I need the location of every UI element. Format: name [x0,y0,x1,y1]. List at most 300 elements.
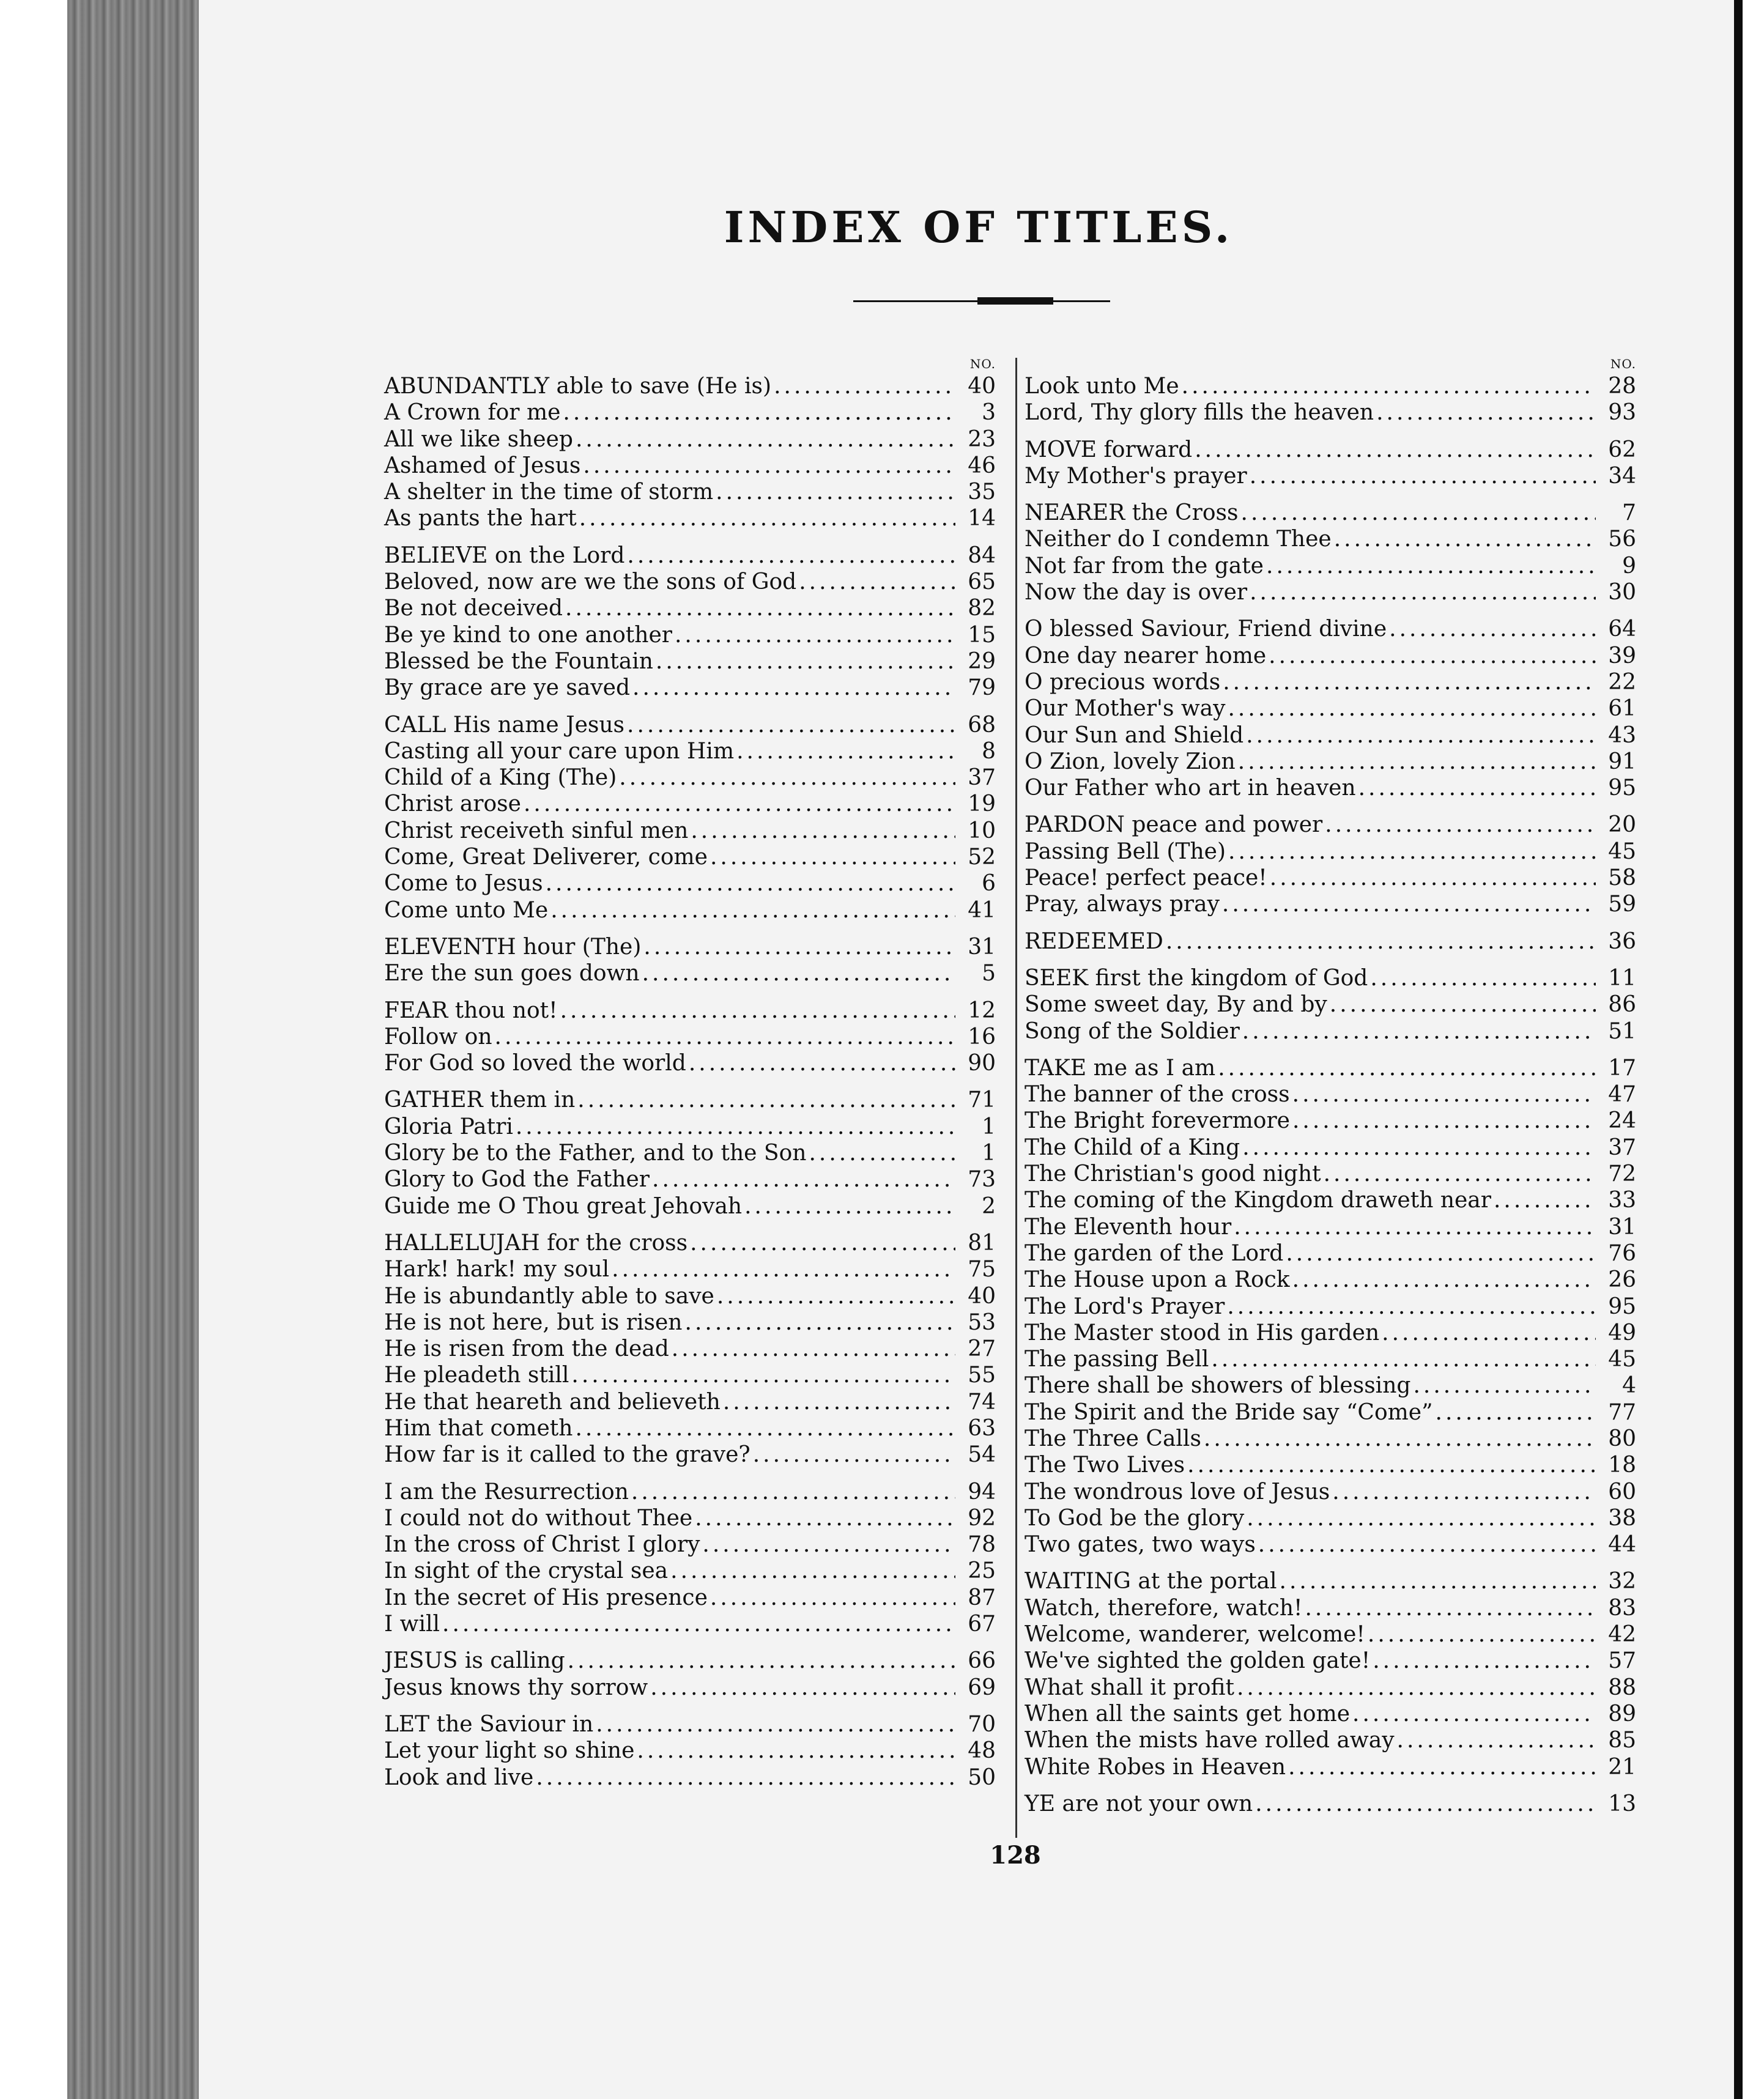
dot-leader [1305,1595,1596,1621]
entry-title: Some sweet day, By and by [1025,992,1327,1018]
dot-leader [1242,1135,1596,1161]
dot-leader [576,426,955,453]
entry-title: Glory be to the Father, and to the Son [384,1141,807,1166]
entry-number: 46 [968,453,996,478]
entry-title: Christ receiveth sinful men [384,818,689,843]
entry-number: 86 [1608,992,1636,1018]
dot-leader [627,542,955,569]
entry-title: Our Mother's way [1025,696,1226,722]
index-entry [384,1389,996,1415]
dot-leader [1237,1675,1596,1701]
entry-title: One day nearer home [1025,643,1267,668]
group-gap [1025,918,1636,928]
dot-leader [1270,865,1596,891]
dot-leader [702,1531,955,1558]
entry-number: 91 [1608,749,1636,774]
entry-title: Come to Jesus [384,871,543,897]
entry-title: Watch, therefore, watch! [1025,1595,1303,1621]
entry-title: The coming of the Kingdom draweth near [1025,1188,1491,1213]
entry-title: Be ye kind to one another [384,622,672,648]
entry-number: 93 [1608,400,1636,426]
dot-leader [536,1764,955,1791]
entry-number: 12 [968,998,996,1023]
entry-number: 2 [982,1193,996,1219]
index-entry [1025,1754,1636,1780]
entry-number: 67 [968,1612,996,1637]
entry-number: 5 [982,961,996,987]
entry-title: The Spirit and the Bride say “Come” [1025,1399,1433,1425]
index-entry [384,998,996,1024]
dot-leader [716,479,955,505]
column-divider [1015,358,1017,1838]
entry-number: 49 [1608,1320,1636,1346]
index-entry [1025,616,1636,642]
entry-title: In the secret of His presence [384,1585,708,1610]
dot-leader [691,818,955,844]
dot-leader [1218,1055,1596,1081]
dot-leader [1195,437,1596,463]
index-entry [384,818,996,844]
dot-leader [1358,775,1596,801]
index-entry [384,844,996,870]
dot-leader [1413,1372,1596,1399]
dot-leader [1373,1648,1596,1674]
index-entry [384,1479,996,1505]
dot-leader [656,648,955,675]
index-entry [1025,1294,1636,1320]
entry-title: REDEEMED [1025,928,1163,954]
index-entry [1025,669,1636,695]
dot-leader [1332,1479,1596,1505]
entry-title: As pants the hart [384,506,577,531]
dot-leader [670,1558,955,1584]
dot-leader [568,1648,955,1674]
entry-title: CALL His name Jesus [384,712,625,738]
entry-title: Beloved, now are we the sons of God [384,569,797,595]
dot-leader [1234,1214,1596,1240]
entry-title: NEARER the Cross [1025,500,1239,526]
entry-number: 45 [1608,1347,1636,1372]
page-edge [67,0,199,2099]
entry-number: 60 [1608,1479,1636,1505]
entry-number: 8 [982,738,996,764]
entry-number: 28 [1608,374,1636,399]
index-entry [384,1648,996,1674]
dot-leader [809,1140,955,1166]
entry-title: There shall be showers of blessing [1025,1373,1411,1399]
index-entry [1025,1346,1636,1372]
index-entry [384,1193,996,1220]
entry-number: 83 [1608,1595,1636,1621]
index-entry [1025,1595,1636,1621]
group-gap [384,987,996,998]
index-entry [1025,399,1636,426]
entry-number: 38 [1608,1505,1636,1531]
index-entry [384,712,996,738]
entry-title: O precious words [1025,669,1221,695]
entry-title: The Bright forevermore [1025,1108,1290,1134]
entry-number: 43 [1608,722,1636,748]
dot-leader [1227,1294,1596,1320]
dot-leader [1266,553,1596,579]
dot-leader [695,1505,955,1531]
dot-leader [560,998,955,1024]
group-gap [384,1076,996,1087]
entry-number: 7 [1622,500,1636,526]
entry-title: HALLELUJAH for the cross [384,1230,688,1256]
entry-number: 42 [1608,1622,1636,1648]
dot-leader [1397,1727,1596,1753]
index-entry [1025,812,1636,838]
entry-number: 61 [1608,696,1636,722]
index-entry [1025,1648,1636,1674]
entry-title: When all the saints get home [1025,1701,1351,1727]
index-entry [384,595,996,621]
entry-title: Our Sun and Shield [1025,722,1244,748]
entry-number: 95 [1608,776,1636,801]
entry-number: 41 [968,897,996,923]
dot-leader [717,1283,955,1309]
entry-title: White Robes in Heaven [1025,1754,1286,1780]
index-entry [384,960,996,987]
index-entry [1025,775,1636,801]
dot-leader [596,1711,955,1738]
entry-title: ABUNDANTLY able to save (He is) [384,374,772,399]
entry-number: 84 [968,542,996,568]
index-entry [1025,1018,1636,1045]
index-entry [384,1230,996,1256]
index-entry [1025,1399,1636,1426]
dot-leader [753,1442,955,1468]
entry-number: 39 [1608,643,1636,668]
dot-leader [1255,1791,1596,1817]
entry-number: 48 [968,1738,996,1764]
dot-leader [612,1256,955,1283]
entry-title: SEEK first the kingdom of God [1025,965,1368,991]
page-number: 128 [990,1841,1041,1870]
dot-leader [1382,1320,1596,1346]
dot-leader [577,1087,955,1113]
entry-number: 24 [1608,1108,1636,1134]
dot-leader [550,897,955,924]
index-entry [1025,865,1636,891]
dot-leader [1222,891,1596,917]
dot-leader [744,1193,955,1220]
entry-title: Two gates, two ways [1025,1532,1256,1558]
index-entry [384,622,996,648]
index-entry [1025,643,1636,669]
entry-title: BELIEVE on the Lord [384,542,625,568]
index-entry [1025,463,1636,489]
dot-leader [1247,1505,1596,1531]
dot-leader [632,675,955,701]
entry-title: Not far from the gate [1025,553,1264,579]
entry-number: 23 [968,426,996,452]
entry-title: Let your light so shine [384,1738,635,1764]
dot-leader [1286,1240,1596,1267]
entry-number: 33 [1608,1188,1636,1213]
index-entry [384,897,996,924]
entry-number: 54 [968,1442,996,1468]
index-entry [1025,1267,1636,1293]
dot-leader [1204,1426,1596,1452]
entry-number: 82 [968,596,996,621]
index-entry [1025,437,1636,463]
entry-number: 90 [968,1051,996,1076]
index-entry [1025,1214,1636,1240]
entry-title: Look and live [384,1764,534,1790]
dot-leader [1330,991,1596,1018]
entry-title: Ere the sun goes down [384,961,640,987]
entry-number: 81 [968,1230,996,1256]
index-entry [384,1531,996,1558]
entry-title: The House upon a Rock [1025,1267,1290,1293]
dot-leader [1166,928,1596,955]
right-column [1025,355,1636,1817]
entry-number: 31 [968,934,996,960]
dot-leader [1436,1399,1596,1426]
entry-title: Be not deceived [384,596,563,621]
entry-title: The Two Lives [1025,1453,1185,1478]
entry-title: He is not here, but is risen [384,1309,683,1335]
dot-leader [643,934,955,960]
index-entry [384,1362,996,1388]
index-entry [384,738,996,764]
index-entry [1025,1161,1636,1187]
entry-number: 74 [968,1389,996,1415]
entry-number: 9 [1622,553,1636,579]
entry-number: 51 [1608,1018,1636,1044]
left-column [384,355,996,1791]
dot-leader [799,569,955,595]
index-entry [1025,1055,1636,1081]
group-gap [384,532,996,542]
entry-title: I could not do without Thee [384,1505,693,1531]
index-entry [1025,838,1636,865]
entry-number: 55 [968,1363,996,1388]
entry-title: Song of the Soldier [1025,1018,1240,1044]
entry-number: 15 [968,622,996,648]
entry-number: 13 [1608,1791,1636,1816]
dot-leader [1269,643,1596,669]
index-entry [384,569,996,595]
dot-leader [571,1362,955,1388]
entry-number: 31 [1608,1214,1636,1240]
index-entry [384,791,996,817]
entry-title: Glory to God the Father [384,1167,650,1193]
entry-title: Jesus knows thy sorrow [384,1675,648,1700]
group-gap [384,1701,996,1711]
index-entry [384,1283,996,1309]
dot-leader [710,844,955,870]
entry-number: 95 [1608,1294,1636,1319]
dot-leader [565,595,955,621]
dot-leader [1352,1701,1596,1727]
dot-leader [1228,695,1596,722]
entry-number: 37 [968,765,996,791]
entry-title: A shelter in the time of storm [384,479,714,505]
entry-title: GATHER them in [384,1087,576,1113]
entry-number: 64 [1608,616,1636,642]
index-entry [384,1024,996,1050]
entry-number: 36 [1608,928,1636,954]
entry-title: He is abundantly able to save [384,1283,714,1309]
entry-title: To God be the glory [1025,1505,1245,1531]
dot-leader [1250,463,1596,489]
entry-title: O Zion, lovely Zion [1025,749,1236,774]
entry-title: PARDON peace and power [1025,812,1323,838]
entry-number: 66 [968,1648,996,1674]
entry-title: MOVE forward [1025,437,1193,462]
entry-title: ELEVENTH hour (The) [384,934,642,960]
entry-title: By grace are ye saved [384,675,630,701]
entry-number: 80 [1608,1426,1636,1451]
number-header-right: NO. [1610,357,1636,371]
group-gap [384,1637,996,1648]
index-entry [1025,722,1636,749]
entry-number: 30 [1608,580,1636,605]
index-entry [1025,695,1636,722]
dot-leader [637,1738,955,1764]
entry-number: 76 [1608,1240,1636,1266]
dot-leader [575,1415,955,1442]
index-entry [1025,1701,1636,1727]
entry-number: 18 [1608,1453,1636,1478]
entry-number: 27 [968,1336,996,1362]
dot-leader [1242,1018,1596,1045]
index-entry [1025,1675,1636,1701]
entry-title: YE are not your own [1025,1791,1253,1816]
index-entry [1025,373,1636,399]
dot-leader [546,870,955,897]
index-entry [1025,579,1636,605]
dot-leader [442,1611,955,1637]
entry-number: 59 [1608,892,1636,917]
entry-title: Our Father who art in heaven [1025,776,1356,801]
index-entry [384,1675,996,1701]
ornament-bar [977,297,1053,305]
index-entry [1025,1135,1636,1161]
entry-number: 92 [968,1505,996,1531]
index-entry [1025,1791,1636,1817]
index-entry [384,1738,996,1764]
group-gap [1025,1045,1636,1055]
index-entry [1025,1621,1636,1648]
index-entry [1025,1568,1636,1594]
entry-number: 37 [1608,1135,1636,1160]
entry-number: 20 [1608,812,1636,838]
entry-number: 29 [968,648,996,674]
index-entry [1025,1727,1636,1753]
index-entry [384,399,996,426]
entry-number: 73 [968,1167,996,1193]
entry-title: The wondrous love of Jesus [1025,1479,1330,1505]
dot-leader [583,453,955,479]
entry-title: Passing Bell (The) [1025,838,1226,864]
entry-number: 6 [982,871,996,897]
index-entry [384,479,996,505]
index-entry [384,648,996,675]
index-entry [384,675,996,701]
dot-leader [710,1585,955,1611]
entry-title: He is risen from the dead [384,1336,669,1362]
group-gap [384,702,996,712]
entry-title: Casting all your care upon Him [384,738,735,764]
entry-number: 75 [968,1257,996,1283]
index-entry [1025,1081,1636,1108]
group-gap [1025,426,1636,437]
dot-leader [675,622,955,648]
dot-leader [1292,1267,1596,1293]
entry-number: 69 [968,1675,996,1700]
dot-leader [1368,1621,1596,1648]
entry-number: 16 [968,1024,996,1050]
right-margin [1743,0,1764,2099]
dot-leader [1241,500,1596,526]
dot-leader [685,1309,956,1336]
group-gap [1025,1558,1636,1568]
entry-title: When the mists have rolled away [1025,1728,1395,1753]
entry-title: He pleadeth still [384,1363,569,1388]
group-gap [1025,489,1636,500]
dot-leader [1494,1187,1596,1213]
entry-number: 89 [1608,1701,1636,1727]
entry-title: The Master stood in His garden [1025,1320,1380,1346]
entry-number: 79 [968,675,996,701]
index-entry [1025,965,1636,991]
index-entry [1025,1240,1636,1267]
entry-title: Christ arose [384,791,521,817]
index-entry [384,1764,996,1791]
entry-title: TAKE me as I am [1025,1055,1216,1081]
entry-title: Now the day is over [1025,580,1248,605]
dot-leader [1389,616,1596,642]
entry-title: The Lord's Prayer [1025,1294,1225,1319]
index-entry [384,373,996,399]
dot-leader [736,738,955,764]
index-entry [384,1256,996,1283]
index-entry [1025,526,1636,552]
dot-leader [619,764,955,791]
entry-number: 17 [1608,1055,1636,1081]
index-entry [384,1442,996,1468]
dot-leader [1246,722,1596,749]
entry-number: 68 [968,712,996,738]
entry-title: WAITING at the portal [1025,1569,1277,1594]
group-gap [1025,605,1636,616]
title-ornament [853,297,1110,305]
entry-title: Child of a King (The) [384,765,617,791]
entry-title: Neither do I condemn Thee [1025,527,1332,552]
entry-title: O blessed Saviour, Friend divine [1025,616,1387,642]
left-margin [0,0,61,2099]
entry-title: Welcome, wanderer, welcome! [1025,1622,1365,1648]
entry-title: In sight of the crystal sea [384,1558,669,1584]
entry-number: 70 [968,1711,996,1737]
dot-leader [627,712,955,738]
entry-number: 14 [968,506,996,531]
entry-title: Come unto Me [384,897,549,923]
group-gap [1025,1780,1636,1791]
entry-number: 11 [1608,965,1636,991]
entry-title: Blessed be the Fountain [384,648,653,674]
entry-title: The banner of the cross [1025,1082,1290,1108]
dot-leader [1258,1531,1596,1558]
dot-leader [1325,812,1596,838]
entry-number: 3 [982,400,996,426]
index-entry [384,542,996,569]
index-entry [384,1309,996,1336]
